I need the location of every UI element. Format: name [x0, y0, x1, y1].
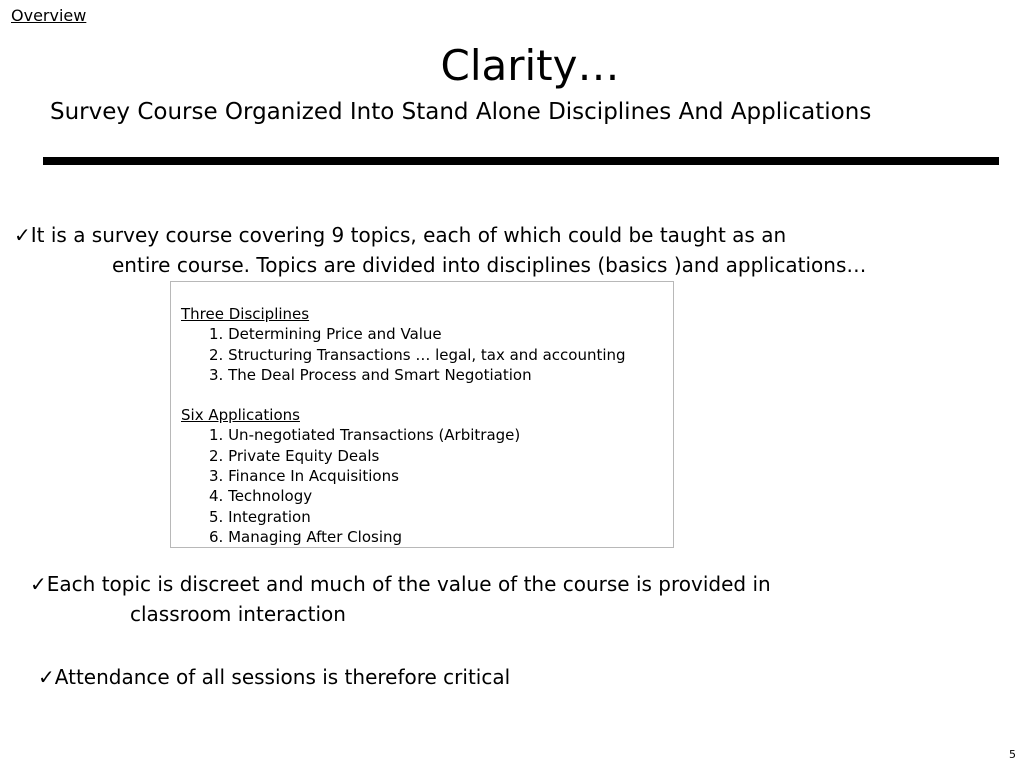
slide-title: Clarity…	[440, 41, 620, 90]
slide-subtitle: Survey Course Organized Into Stand Alone Disciplines And Applications	[50, 99, 872, 125]
overview-link[interactable]: Overview	[11, 6, 87, 25]
bullet-text-line: classroom interaction	[130, 602, 346, 626]
bullet-text-line: entire course. Topics are divided into disciplines (basics )and applications…	[112, 253, 867, 277]
checkmark-icon: ✓	[14, 223, 31, 247]
discipline-item: 1. Determining Price and Value	[209, 325, 442, 344]
bullet-discreet-topics	[30, 569, 771, 629]
bullet-survey-course	[14, 220, 866, 280]
application-item: 3. Finance In Acquisitions	[209, 467, 399, 486]
bullet-text-line: Each topic is discreet and much of the value of the course is provided in	[46, 572, 771, 596]
application-item: 2. Private Equity Deals	[209, 446, 380, 465]
page-number: 5	[1009, 748, 1016, 761]
application-item: 1. Un-negotiated Transactions (Arbitrage)	[209, 426, 521, 445]
application-item: 5. Integration	[209, 507, 311, 526]
checkmark-icon: ✓	[38, 665, 55, 689]
application-item: 6. Managing After Closing	[209, 527, 403, 546]
bullet-text-line: Attendance of all sessions is therefore critical	[54, 665, 511, 689]
list-spacer	[181, 385, 673, 405]
bullet-attendance	[38, 662, 510, 692]
applications-heading: Six Applications	[181, 406, 300, 425]
topics-box	[170, 281, 674, 548]
bullet-text-line: It is a survey course covering 9 topics, each of which could be taught as an	[30, 223, 787, 247]
title-divider	[43, 157, 999, 165]
checkmark-icon: ✓	[30, 572, 47, 596]
discipline-item: 2. Structuring Transactions … legal, tax and accounting	[209, 345, 626, 364]
disciplines-heading: Three Disciplines	[181, 305, 310, 323]
discipline-item: 3. The Deal Process and Smart Negotiation	[209, 365, 532, 384]
application-item: 4. Technology	[209, 487, 313, 506]
